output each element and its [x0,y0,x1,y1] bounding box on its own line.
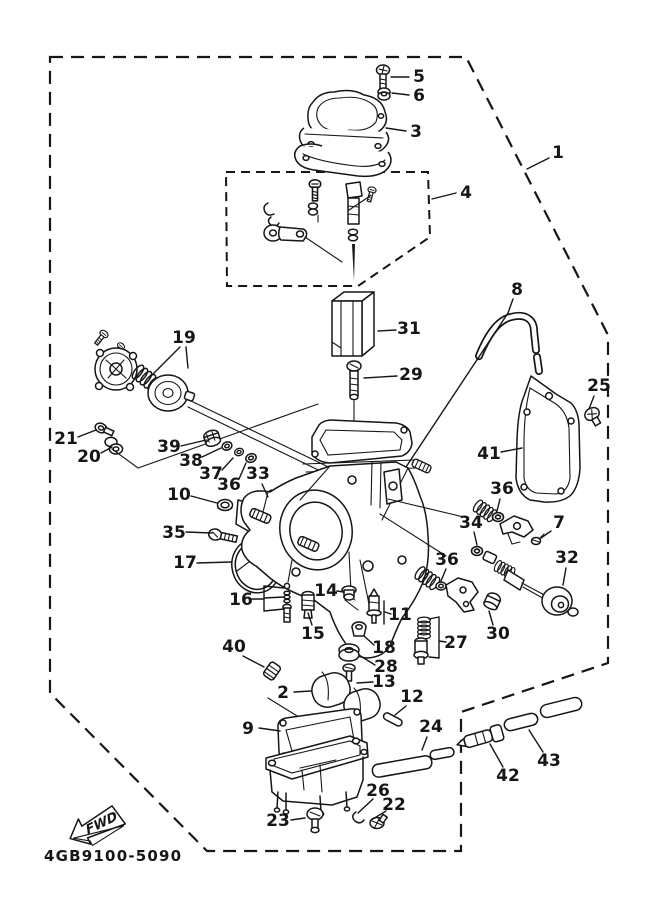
part-number-19: 19 [172,328,196,348]
diaphragm-piston [148,375,195,411]
callout-36 [490,479,514,511]
part-number-30: 30 [486,624,510,644]
leader-line [197,562,231,563]
part-number-33: 33 [246,464,270,484]
needle-set-parts [264,180,377,281]
part-number-15: 15 [301,624,325,644]
part-number-18: 18 [372,638,396,658]
needle-jet-27 [414,617,430,664]
carburetor-body [241,420,468,658]
part-number-37: 37 [199,464,223,484]
callout-24 [419,717,443,750]
part-number-27: 27 [444,633,468,653]
callout-9 [242,719,280,739]
part-number-20: 20 [77,447,101,467]
part-number-39: 39 [157,437,181,457]
oring-36-right [493,513,504,522]
callout-8 [406,280,523,467]
part-number-12: 12 [400,687,424,707]
part-number-28: 28 [374,657,398,677]
leader-line [432,193,456,199]
part-number-3: 3 [410,122,422,142]
oring-36-mid [436,582,446,590]
callout-25 [587,376,611,409]
part-number-35: 35 [162,523,186,543]
leader-line [186,347,188,368]
leader-line [150,347,180,377]
leader-line [529,730,543,752]
part-number-41: 41 [477,444,501,464]
leader-line [563,568,566,585]
part-number-23: 23 [266,811,290,831]
starter-lever [446,578,478,612]
part-number-2: 2 [277,683,289,703]
callout-32 [555,548,579,585]
part-number-21: 21 [54,429,78,449]
part-number-17: 17 [173,553,197,573]
part-number-40: 40 [222,637,246,657]
leader-line [378,330,396,331]
fwd-label: FWD [84,809,120,839]
callout-35 [162,523,212,543]
part-number-36: 36 [217,475,241,495]
jet-block-31 [332,292,374,356]
callout-10 [167,485,217,505]
leader-line [222,458,233,470]
bracket-screw-35 [208,528,238,545]
part-number-34: 34 [459,513,483,533]
cover-screw-5 [377,65,390,89]
leader-line [243,656,264,667]
washer-nut-20 [105,437,123,454]
leader-line [429,617,439,619]
part-number-22: 22 [382,795,406,815]
callout-31 [378,319,421,339]
leader-line [392,93,409,95]
fuel-pipes-43 [503,696,583,732]
callout-19 [150,328,196,377]
part-number-36: 36 [435,550,459,570]
leader-line [186,532,212,533]
nut-14 [342,586,356,600]
callout-41 [477,444,522,464]
leader-line [337,591,344,592]
part-number-29: 29 [399,365,423,385]
callout-17 [173,553,231,573]
leader-line [527,158,549,169]
callout-6 [392,86,425,106]
oring-36-left [245,452,258,463]
part-number-11: 11 [388,605,412,625]
leader-line [364,376,397,378]
callout-40 [222,637,264,667]
part-number-10: 10 [167,485,191,505]
nut-10 [218,500,233,511]
callout-42 [490,744,520,786]
callout-27 [429,617,468,658]
needle-set-box-4 [226,172,430,286]
oring-34 [472,547,483,556]
part-number-1: 1 [552,143,564,163]
diaphragm-cover [93,329,137,391]
leader-line [395,706,406,715]
leader-line [497,499,500,511]
oring-37 [234,447,245,457]
leader-line [264,597,284,598]
nut-18 [352,622,366,636]
part-number-24: 24 [419,717,443,737]
leader-line [264,609,284,611]
leader-line [429,657,439,658]
part-number-5: 5 [413,67,425,87]
part-number-43: 43 [537,751,561,771]
part-number-8: 8 [511,280,523,300]
leader-line [202,448,221,457]
side-cover-41 [516,376,580,502]
washer-38 [221,441,233,452]
leader-line [358,799,373,813]
part-number-6: 6 [413,86,425,106]
cap-nut-39 [203,429,222,448]
callout-5 [391,67,425,87]
callout-34 [459,513,483,545]
part-number-13: 13 [372,672,396,692]
float-pin-12 [382,712,403,728]
callout-2 [277,683,311,703]
part-number-38: 38 [179,451,203,471]
leader-line [441,569,446,581]
drain-screw-23 [307,808,323,833]
leader-line [191,496,217,503]
part-code: 4GB9100-5090 [44,847,183,865]
leader-line [291,818,305,820]
screw-21 [94,421,115,437]
part-number-31: 31 [397,319,421,339]
drain-tube-24 [371,747,454,778]
part-number-14: 14 [314,581,338,601]
part-number-26: 26 [366,781,390,801]
part-number-32: 32 [555,548,579,568]
fuel-joint-42 [455,724,505,752]
fwd-arrow [64,801,127,853]
callout-21 [54,429,96,449]
leader-line [259,728,280,731]
part-number-36: 36 [490,479,514,499]
callout-36 [435,550,459,581]
grommet-28 [339,644,359,661]
part-number-4: 4 [460,183,472,203]
callout-29 [364,365,423,385]
part-number-7: 7 [553,513,565,533]
leader-line [422,737,427,750]
callout-11 [384,601,412,625]
callout-30 [486,611,510,644]
part-number-42: 42 [496,766,520,786]
spring-washer-6 [378,88,390,100]
leader-line [541,531,551,538]
stop-lever [500,516,533,544]
side-cover-screw-25 [583,405,605,428]
leader-line [474,532,477,545]
callout-1 [527,143,564,169]
callout-3 [386,122,422,142]
callout-43 [529,730,561,771]
callout-7 [541,513,565,538]
callout-4 [432,183,472,203]
leader-line [489,611,493,625]
screw-22 [370,814,387,828]
leader-line [386,128,406,131]
callout-12 [395,687,424,715]
part-number-9: 9 [242,719,254,739]
screw-7 [532,534,545,545]
clip-26 [353,812,364,823]
leader-line [357,682,373,683]
callout-20 [77,447,112,467]
leader-line [490,744,503,767]
part-number-25: 25 [587,376,611,396]
plug-30 [483,591,502,611]
leader-line [294,691,311,692]
part-number-16: 16 [229,590,253,610]
plug-40 [262,661,281,681]
callout-23 [266,811,305,831]
leader-line [78,430,96,437]
